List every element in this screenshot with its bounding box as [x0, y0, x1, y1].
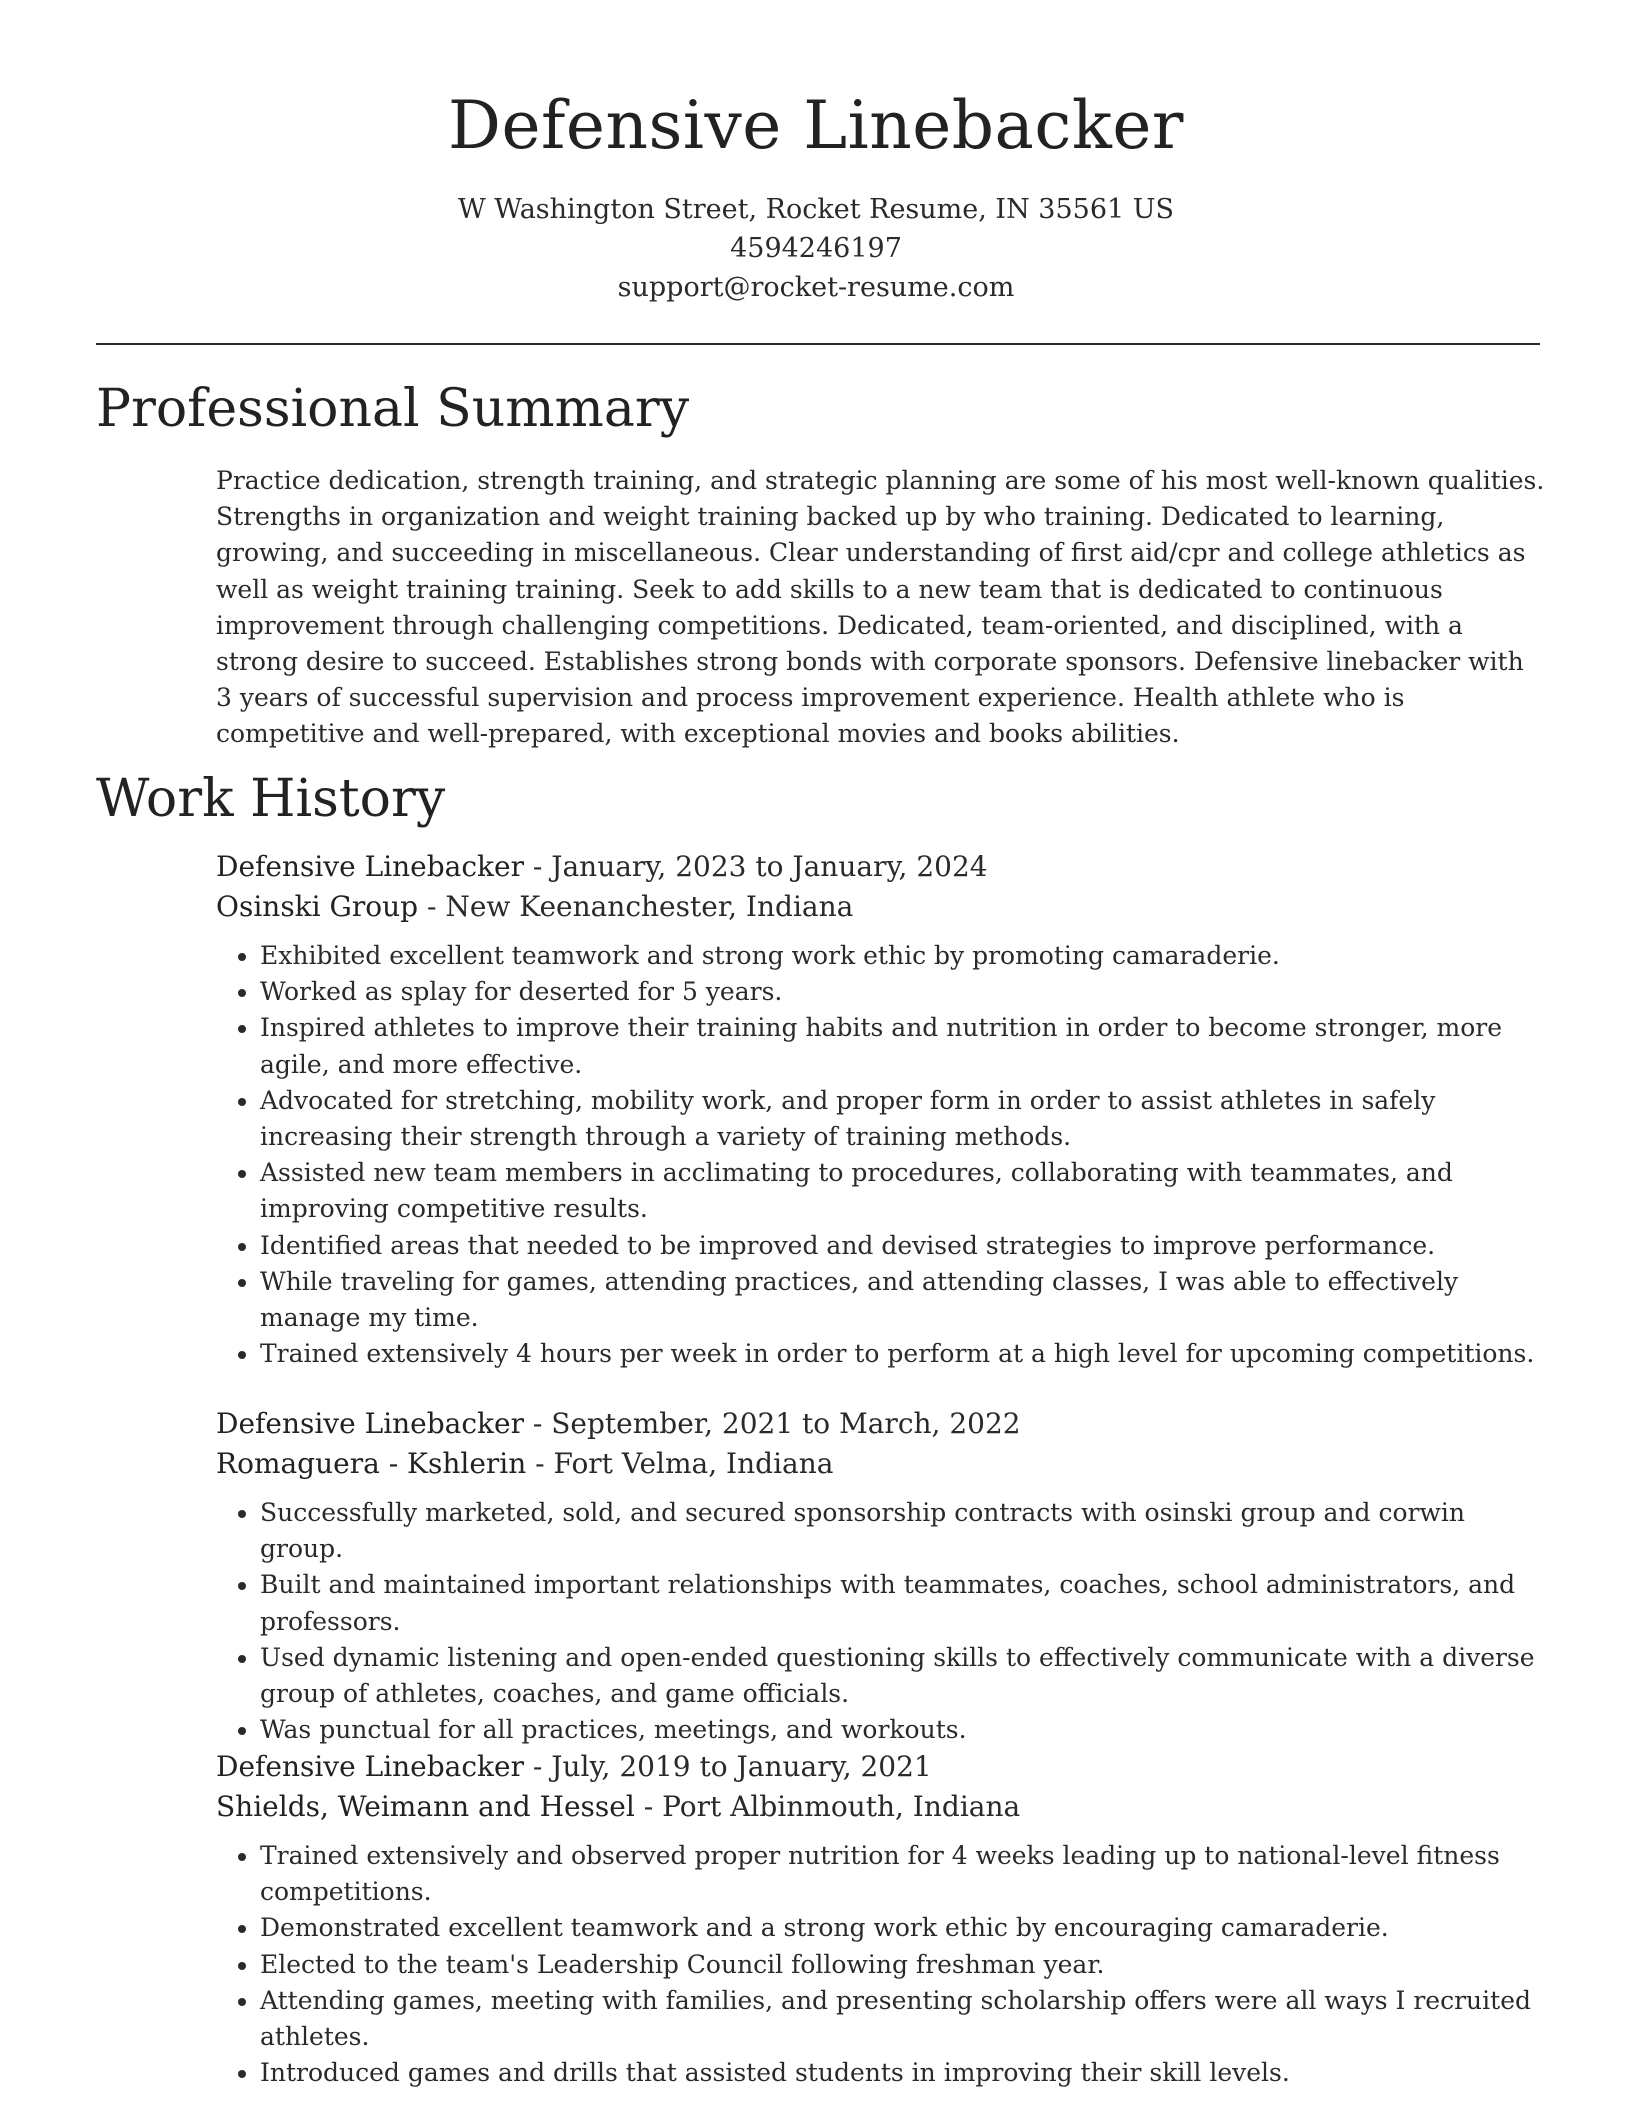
job-entry	[216, 1747, 1546, 2091]
job-bullet: • Trained extensively and observed proper nutrition for 4 weeks leading up to national-level fitness competitions.	[260, 1838, 1546, 1910]
job-bullet-list	[216, 1495, 1546, 1748]
job-dates: - July, 2019 to January, 2021	[523, 1750, 932, 1783]
job-title-line	[216, 1747, 1546, 1787]
resume-header	[0, 0, 1632, 307]
job-title: Defensive Linebacker	[216, 1750, 524, 1783]
job-bullet: • Was punctual for all practices, meetings, and workouts.	[260, 1712, 1546, 1748]
contact-phone: 4594246197	[730, 233, 902, 264]
job-title-line	[216, 847, 1546, 887]
job-bullet: • Elected to the team's Leadership Council following freshman year.	[260, 1947, 1546, 1983]
job-bullet-list	[216, 1838, 1546, 2091]
job-bullet: • Successfully marketed, sold, and secured sponsorship contracts with osinski group and corwin group.	[260, 1495, 1546, 1567]
contact-block	[0, 190, 1632, 307]
job-bullet: • Used dynamic listening and open-ended questioning skills to effectively communicate with a diverse group of athletes, coaches, and game officials.	[260, 1640, 1546, 1712]
job-bullet: • Demonstrated excellent teamwork and a strong work ethic by encouraging camaraderie.	[260, 1910, 1546, 1946]
job-entry	[216, 847, 1546, 1372]
job-bullet: • While traveling for games, attending practices, and attending classes, I was able to effectively manage my time.	[260, 1264, 1546, 1336]
contact-address: W Washington Street, Rocket Resume, IN 35561 US	[457, 194, 1175, 225]
job-title: Defensive Linebacker	[216, 850, 524, 883]
job-location: - Fort Velma, Indiana	[526, 1447, 834, 1480]
job-bullet: • Worked as splay for deserted for 5 years.	[260, 974, 1546, 1010]
summary-text: Practice dedication, strength training, and strategic planning are some of his most well-known qualities. Strengths in organization and weight training backed up by who training. Dedicated to learning, growing, and succeeding in miscellaneous. Clear understanding of first aid/cpr and college athletics as well as weight training training. Seek to add skills to a new team that is dedicated to continuous improvement through challenging competitions. Dedicated, team-oriented, and disciplined, with a strong desire to succeed. Establishes strong bonds with corporate sponsors. Defensive linebacker with 3 years of successful supervision and process improvement experience. Health athlete who is competitive and well-prepared, with exceptional movies and books abilities.	[216, 466, 1545, 749]
job-bullet: • Identified areas that needed to be improved and devised strategies to improve performance.	[260, 1228, 1546, 1264]
job-title: Defensive Linebacker	[216, 1407, 524, 1440]
job-company: Romaguera - Kshlerin	[216, 1447, 527, 1480]
job-bullet: • Inspired athletes to improve their training habits and nutrition in order to become stronger, more agile, and more effective.	[260, 1010, 1546, 1082]
job-bullet: • Built and maintained important relationships with teammates, coaches, school administrators, and professors.	[260, 1567, 1546, 1639]
job-company: Shields, Weimann and Hessel	[216, 1790, 635, 1823]
job-bullet: • Attending games, meeting with families, and presenting scholarship offers were all ways I recruited athletes.	[260, 1983, 1546, 2055]
job-dates: - January, 2023 to January, 2024	[523, 850, 988, 883]
work-history-heading: Work History	[96, 769, 446, 829]
job-location: - Port Albinmouth, Indiana	[634, 1790, 1021, 1823]
job-company-line	[216, 887, 1546, 927]
job-location: - New Keenanchester, Indiana	[418, 890, 854, 923]
contact-email: support@rocket-resume.com	[617, 272, 1015, 303]
job-entry	[216, 1404, 1546, 1748]
job-bullet: • Introduced games and drills that assisted students in improving their skill levels.	[260, 2055, 1546, 2091]
job-bullet: • Advocated for stretching, mobility work, and proper form in order to assist athletes in safely increasing their strength through a variety of training methods.	[260, 1083, 1546, 1155]
job-bullet: • Trained extensively 4 hours per week in order to perform at a high level for upcoming competitions.	[260, 1336, 1546, 1372]
job-bullet: • Exhibited excellent teamwork and strong work ethic by promoting camaraderie.	[260, 938, 1546, 974]
header-divider	[96, 343, 1540, 345]
job-dates: - September, 2021 to March, 2022	[523, 1407, 1021, 1440]
job-company: Osinski Group	[216, 890, 419, 923]
job-company-line	[216, 1787, 1546, 1827]
job-company-line	[216, 1444, 1546, 1484]
summary-heading: Professional Summary	[96, 379, 690, 439]
job-title-line	[216, 1404, 1546, 1444]
candidate-name: Defensive Linebacker	[448, 87, 1184, 164]
job-bullet-list	[216, 938, 1546, 1372]
job-bullet: • Assisted new team members in acclimating to procedures, collaborating with teammates, and improving competitive results.	[260, 1155, 1546, 1227]
